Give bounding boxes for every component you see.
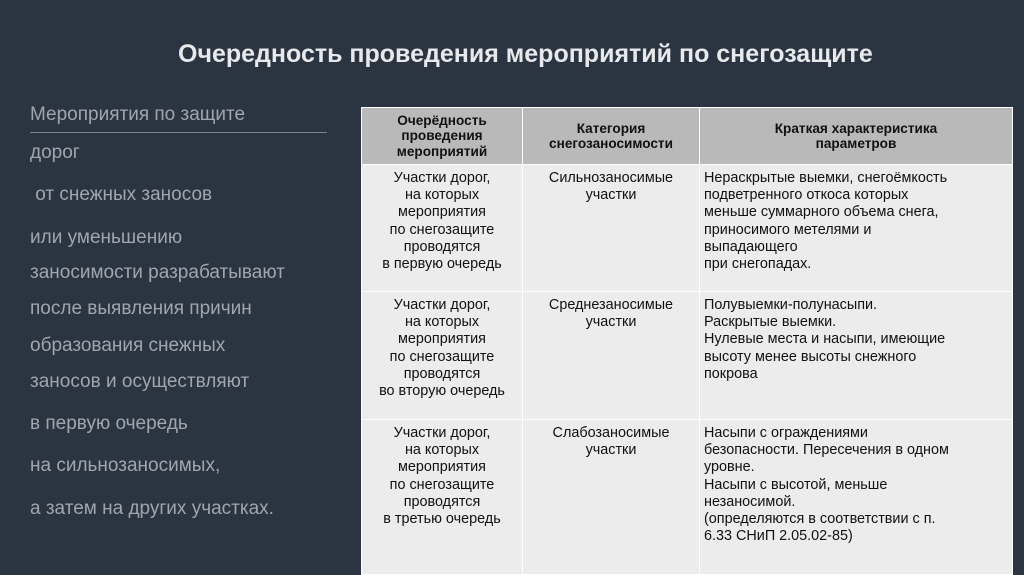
slide-title: Очередность проведения мероприятий по снегозащите <box>178 40 873 68</box>
left-text-line: после выявления причин <box>30 298 252 319</box>
cell-category: Среднезаносимые участки <box>523 292 700 420</box>
left-text-line: заносимости разрабатывают <box>30 262 285 283</box>
table-row <box>362 165 1013 292</box>
left-text-line: Мероприятия по защите <box>30 104 246 125</box>
snow-protection-table <box>361 107 1013 575</box>
cell-order: Участки дорог, на которых мероприятия по снегозащите проводятся во вторую очередь <box>362 292 523 420</box>
cell-order: Участки дорог, на которых мероприятия по снегозащите проводятся в первую очередь <box>362 165 523 292</box>
header-order: Очерёдность проведения мероприятий <box>362 108 523 165</box>
left-text-line: заносов и осуществляют <box>30 371 250 392</box>
left-text-line: от снежных заносов <box>30 184 213 205</box>
cell-category: Сильнозаносимые участки <box>523 165 700 292</box>
cell-description: Насыпи с ограждениями безопасности. Пересечения в одном уровне. Насыпи с высотой, меньше незаносимой. (определяются в соответствии с п. 6.33 СНиП 2.05.02-85) <box>700 420 1013 575</box>
cell-category: Слабозаносимые участки <box>523 420 700 575</box>
left-divider <box>30 132 327 133</box>
header-category: Категория снегозаносимости <box>523 108 700 165</box>
cell-description: Нераскрытые выемки, снегоёмкость подветренного откоса которых меньше суммарного объема снега, приносимого метелями и выпадающего при снегопадах. <box>700 165 1013 292</box>
left-text-line: а затем на других участках. <box>30 498 274 519</box>
left-text-line: или уменьшению <box>30 227 183 248</box>
table-row <box>362 292 1013 420</box>
cell-description: Полувыемки-полунасыпи. Раскрытые выемки. Нулевые места и насыпи, имеющие высоту менее высоты снежного покрова <box>700 292 1013 420</box>
table-header-row <box>362 108 1013 165</box>
left-text-line: дорог <box>30 142 80 163</box>
left-text-line: в первую очередь <box>30 413 188 434</box>
header-description: Краткая характеристика параметров <box>700 108 1013 165</box>
left-text-line: образования снежных <box>30 335 226 356</box>
table-row <box>362 420 1013 575</box>
cell-order: Участки дорог, на которых мероприятия по снегозащите проводятся в третью очередь <box>362 420 523 575</box>
left-text-line: на сильнозаносимых, <box>30 455 221 476</box>
